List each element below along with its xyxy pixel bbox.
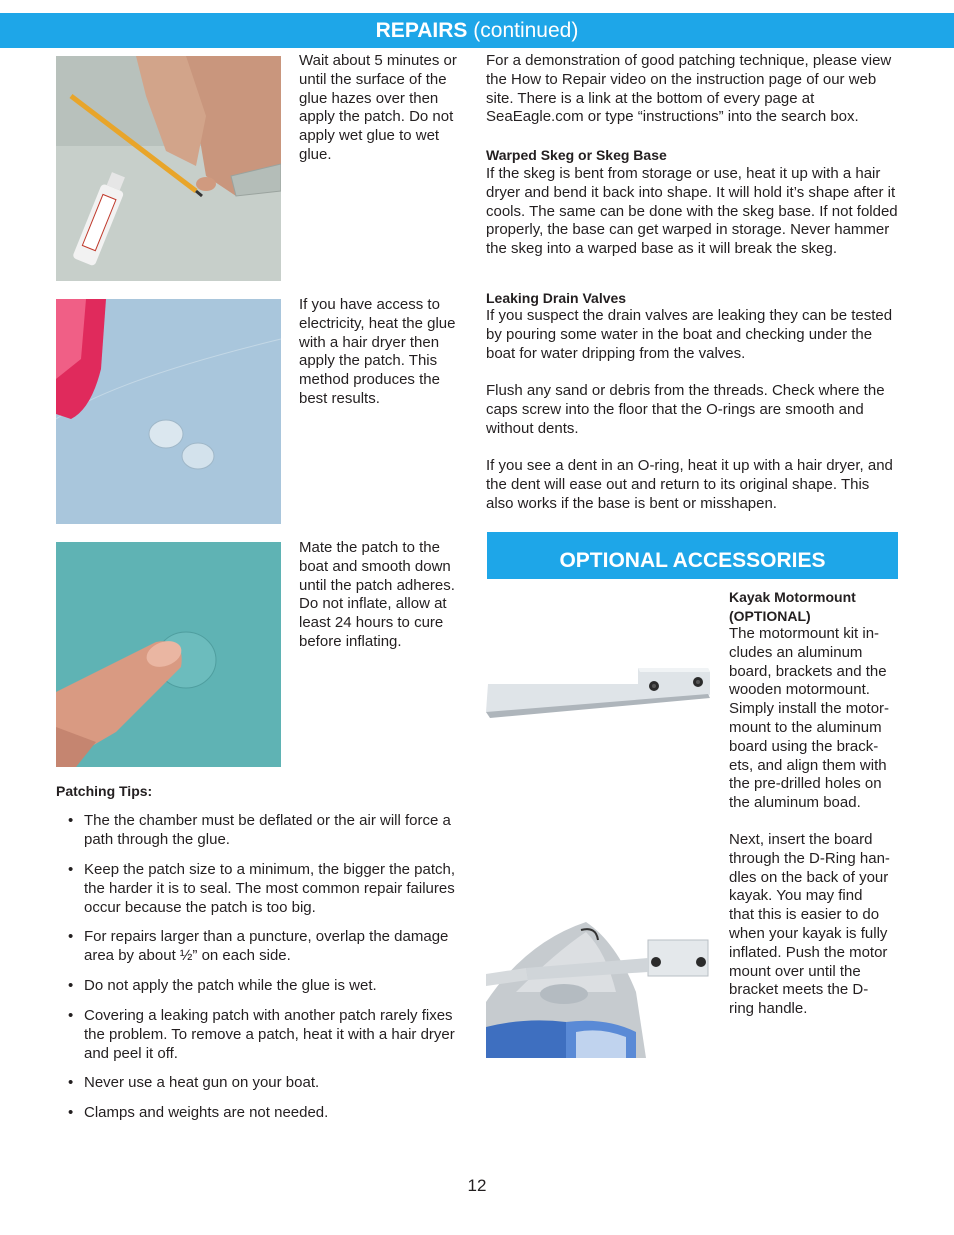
- motormount-line: board, brackets and the: [729, 662, 887, 680]
- tip-item: [56, 1074, 468, 1093]
- photo-hair-dryer: [56, 299, 281, 524]
- tip-text: Do not apply the patch while the glue is wet.: [84, 977, 377, 994]
- step-text-3: Mate the patch to the boat and smooth down until the patch adheres. Do not inflate, allow at least 24 hours to cure before inflating.: [299, 539, 455, 650]
- motormount-heading-line1: Kayak Motormount: [729, 589, 856, 605]
- bullet-icon: •: [68, 977, 74, 994]
- motormount-line: Next, insert the board: [729, 831, 873, 848]
- tip-item: [56, 928, 468, 966]
- step-text-1: Wait about 5 minutes or until the surface of the glue hazes over then apply the patch. Do not apply wet glue to wet glue.: [299, 52, 457, 163]
- motormount-heading: [729, 588, 904, 626]
- motormount-line: The motormount kit in-: [729, 625, 880, 642]
- motormount-text-1: [729, 625, 904, 813]
- drain-text-1: If you suspect the drain valves are leaking they can be tested by pouring some water in the boat and checking under the boat for water dripping from the valves.: [486, 307, 893, 362]
- tip-text: For repairs larger than a puncture, overlap the damage area by about ½” on each side.: [84, 928, 449, 964]
- photo-motormount-board: [486, 664, 712, 720]
- motormount-line: through the D-Ring han-: [729, 849, 890, 867]
- motormount-line: when your kayak is fully: [729, 924, 888, 942]
- drain-heading: Leaking Drain Valves: [486, 290, 627, 306]
- tip-text: Clamps and weights are not needed.: [84, 1104, 329, 1121]
- tip-text: Covering a leaking patch with another patch rarely fixes the problem. To remove a patch, heat it with a hair dryer and peel it off.: [84, 1007, 455, 1062]
- motormount-line: ring handle.: [729, 1000, 808, 1018]
- photo-glue-marking: [56, 56, 281, 281]
- motormount-line: kayak. You may find: [729, 887, 863, 905]
- bullet-icon: •: [68, 1007, 74, 1024]
- motormount-text-2: [729, 831, 904, 1019]
- section-header: [0, 13, 954, 48]
- tip-item: [56, 1104, 468, 1123]
- drain-text-3: If you see a dent in an O-ring, heat it up with a hair dryer, and the dent will ease out and return to its original shape. This also works if the base is bent or misshapen.: [486, 457, 893, 512]
- header-title-bold: REPAIRS: [375, 19, 468, 42]
- motormount-line: cludes an aluminum: [729, 643, 863, 661]
- motormount-line: the aluminum boad.: [729, 794, 861, 812]
- motormount-line: ets, and align them with: [729, 756, 887, 774]
- motormount-line: Simply install the motor-: [729, 700, 890, 718]
- tip-item: [56, 861, 468, 917]
- tip-item: [56, 1007, 468, 1063]
- motormount-line: inflated. Push the motor: [729, 943, 888, 961]
- bullet-icon: •: [68, 1104, 74, 1121]
- motormount-line: board using the brack-: [729, 737, 879, 755]
- tip-text: Never use a heat gun on your boat.: [84, 1074, 320, 1091]
- tip-text: Keep the patch size to a minimum, the bigger the patch, the harder it is to seal. The most common repair failures occur because the patch is too big.: [84, 861, 456, 916]
- optional-accessories-header: OPTIONAL ACCESSORIES: [487, 532, 898, 579]
- page-number: 12: [467, 1176, 487, 1195]
- intro-text: For a demonstration of good patching technique, please view the How to Repair video on the instruction page of our web site. There is a link at the bottom of every page at SeaEagle.com or type “instructions” into the search box.: [486, 52, 892, 126]
- motormount-line: mount over until the: [729, 962, 861, 980]
- motormount-line: that this is easier to do: [729, 906, 880, 924]
- header-title-rest: (continued): [467, 19, 579, 42]
- motormount-line: dles on the back of your: [729, 868, 889, 886]
- motormount-line: bracket meets the D-: [729, 981, 869, 999]
- patching-tips-heading: Patching Tips:: [56, 783, 153, 799]
- skeg-heading: Warped Skeg or Skeg Base: [486, 147, 667, 163]
- photo-smoothing-patch: [56, 542, 281, 767]
- bullet-icon: •: [68, 861, 74, 878]
- tip-item: [56, 812, 468, 850]
- skeg-text: If the skeg is bent from storage or use, heat it up with a hair dryer and bend it back into shape. It will hold it’s shape after it cools. The same can be done with the skeg base. If not folded properly, the base can get warped in storage. Never hammer the skeg into a warped base as it will break the skeg.: [486, 165, 898, 258]
- bullet-icon: •: [68, 928, 74, 945]
- bullet-icon: •: [68, 812, 74, 829]
- tip-item: [56, 977, 468, 996]
- motormount-line: wooden motormount.: [729, 681, 870, 699]
- bullet-icon: •: [68, 1074, 74, 1091]
- motormount-heading-line2: (OPTIONAL): [729, 607, 811, 624]
- tip-text: The the chamber must be deflated or the air will force a path through the glue.: [84, 812, 451, 848]
- motormount-line: mount to the aluminum: [729, 718, 882, 736]
- drain-text-2: Flush any sand or debris from the threads. Check where the caps screw into the floor that the O-rings are smooth and without dents.: [486, 382, 885, 437]
- motormount-line: the pre-drilled holes on: [729, 775, 882, 793]
- step-text-2: If you have access to electricity, heat the glue with a hair dryer then apply the patch. This method produces the best results.: [299, 296, 456, 407]
- photo-kayak-motormount: [486, 922, 712, 1058]
